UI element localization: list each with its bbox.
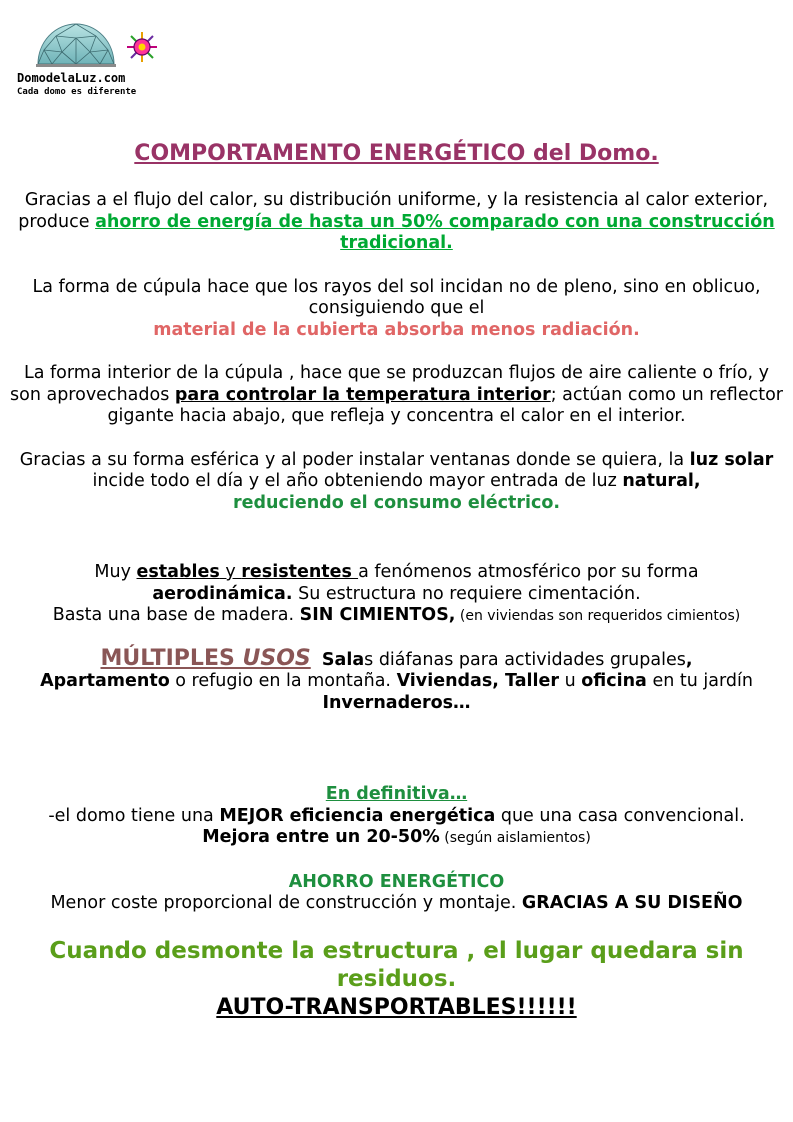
text: Gracias a su forma esférica y al poder instalar ventanas donde se quiera, la [19,449,690,470]
text: Su estructura no requiere cimentación. [292,583,641,604]
no-waste-statement: Cuando desmonte la estructura , el lugar quedara sin residuos. [49,937,744,992]
radiation-highlight: material de la cubierta absorba menos radiación. [153,319,640,340]
text: y [219,562,242,582]
text: La forma interior de la cúpula , hace que se produzcan flujos de aire caliente o frío, y son aprovechados [10,363,770,405]
text: o refugio en la montaña. [169,671,397,691]
conclusion-heading: En definitiva… [325,784,468,804]
paragraph-solar-light [10,450,783,515]
paragraph-interior-airflow [10,363,783,428]
text: s diáfanas para actividades grupales [364,649,686,670]
document-body [10,140,783,1023]
paragraph-energy-saving [10,872,783,915]
text: , [685,649,693,670]
paragraph-stability [10,562,783,628]
text: Sala [321,649,365,670]
text: Basta una base de madera. [52,605,300,625]
text: GRACIAS A SU DISEÑO [521,893,743,913]
auto-transportable-statement: AUTO-TRANSPORTABLES!!!!!! [216,994,577,1020]
solar-light-bold: luz solar [689,449,774,470]
aerodynamic-bold: aerodinámica. [152,583,293,604]
text: en tu jardín [646,671,753,691]
stable-bold: estables [136,562,220,582]
brand-tagline: Cada domo es diferente [17,87,137,97]
text: Invernaderos… [322,692,471,713]
text: USOS [242,645,311,671]
multiple-uses-heading [100,646,310,671]
text: La forma de cúpula hace que los rayos del sol incidan no de pleno, sino en oblicuo, consiguiendo que el [32,276,761,318]
energy-saving-highlight: ahorro de energía de hasta un 50% comparado con una construcción tradicional. [95,211,775,253]
text: MÚLTIPLES [100,645,243,671]
page-title: COMPORTAMENTO ENERGÉTICO del Domo. [134,141,659,166]
text: que una casa convencional. [495,805,745,826]
brand-name: DomodelaLuz.com [17,71,126,85]
text: ; actúan como un reflector gigante hacia abajo, que refleja y concentra el calor en el interior. [107,384,783,426]
paragraph-dome-shape [10,277,783,342]
energy-saving-heading: AHORRO ENERGÉTICO [288,871,505,892]
natural-bold: natural, [622,471,701,491]
text: (en viviendas son requeridos cimientos) [455,608,741,624]
text: (según aislamientos) [439,830,591,846]
temperature-highlight: para controlar la temperatura interior [174,384,551,405]
paragraph-conclusion [10,784,783,850]
electric-saving-highlight: reduciendo el consumo eléctrico. [232,492,560,513]
text: incide todo el día y el año obteniendo mayor entrada de luz [92,471,623,491]
geodesic-dome-icon [34,16,118,68]
sun-emblem-icon [122,30,162,64]
text: u [559,671,582,691]
text: a fenómenos atmosférico por su forma [358,562,699,582]
resistant-bold: resistentes [241,562,359,582]
no-foundation-bold: SIN CIMIENTOS, [299,605,456,625]
text: Gracias a el flujo del calor, su distribución uniforme, y la resistencia al calor exterior, produce [18,190,769,232]
text: Menor coste proporcional de construcción y montaje. [50,893,522,913]
text: -el domo tiene una [48,805,220,826]
text: Muy [94,562,137,582]
header [14,14,184,104]
text: MEJOR eficiencia energética [219,805,496,826]
text: Apartamento [40,671,170,691]
paragraph-heat-flow [10,190,783,255]
text: Viviendas, Taller [396,671,560,691]
paragraph-multiple-uses [10,645,783,715]
paragraph-closing [10,937,783,1023]
text: oficina [581,671,647,691]
text: Mejora entre un 20-50% [202,827,440,847]
